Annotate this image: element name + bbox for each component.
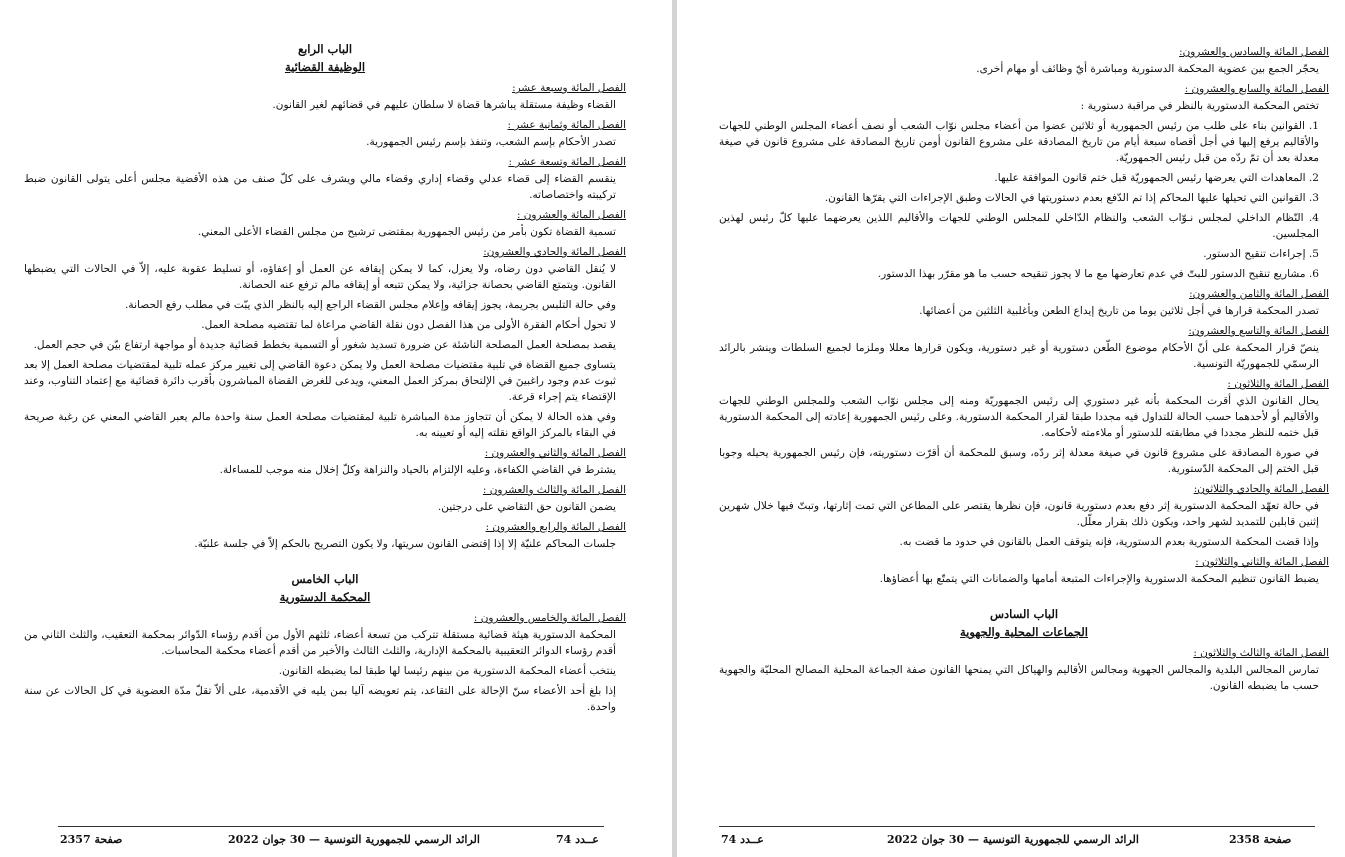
article-paragraph: في حالة تعهّد المحكمة الدستورية إثر دفع بعدم دستورية قانون، فإن نظرها يقتصر على المطاعن التي تمت إثارتها، وتبتّ فيها خلال شهرين إثنين قابلين للتمديد لشهر واحد، ويكون ذلك بقرار معلّل.	[719, 500, 1319, 528]
chapter-heading	[24, 570, 626, 606]
article-paragraph: وفي حالة التلبس بجريمة، يجوز إيقافه وإعلام مجلس القضاء الراجع إليه بالنظر الذي يبّت في مطلب رفع الحصانة.	[125, 299, 616, 311]
article	[719, 376, 1329, 477]
article	[24, 207, 626, 240]
article-paragraph: لا تحول أحكام الفقرة الأولى من هذا الفصل دون نقلة القاضي مراعاة لما تقتضيه مصلحة العمل.	[201, 319, 616, 331]
article-paragraph: يضبط القانون تنظيم المحكمة الدستورية والإجراءات المتبعة أمامها والضمانات التي يتمتّع بها أعضاؤها.	[879, 573, 1319, 585]
article-heading: الفصل المائة والحادي والعشرون:	[483, 246, 626, 258]
article-paragraph: لا يُنقل القاضي دون رضاه، ولا يعزل، كما لا يمكن إيقافه عن العمل أو إعفاؤه، أو تسليط عقوبة عليه، إلاّ في الحالات التي يضبطها القانون. ويتمتع القاضي بحصانة جزائية، ولا يمكن تتبعه أو إيقافه مالم ترفع عنه الحصانة.	[24, 263, 616, 291]
article-paragraph: ينتخب أعضاء المحكمة الدستورية من بينهم رئيسا لها طبقا لما يضبطه القانون.	[278, 665, 616, 677]
chapter-title: الباب الخامس	[291, 572, 359, 586]
article-paragraph: 3. القوانين التي تحيلها عليها المحاكم إذا تم الدّفع بعدم دستوريتها في الحالات وطبق الإجراءات التي يقرّها القانون.	[824, 192, 1319, 204]
article	[719, 323, 1329, 372]
article-heading: الفصل المائة وثمانية عشر :	[507, 119, 626, 131]
article-heading: الفصل المائة والسادس والعشرون:	[1179, 46, 1329, 58]
article-heading: الفصل المائة والثالث والثلاثون :	[1193, 647, 1329, 659]
issue-number: عــدد 74	[556, 833, 599, 846]
article-paragraph: يتساوى جميع القضاة في تلبية مقتضيات مصلحة العمل ولا يمكن دعوة القاضي إلى تغيير مركز عمله تلبية لمقتضيات مصلحة العمل إلا بعد ثبوت عدم وجود راغبينَ في الإلتحاق بمركز العمل المعني، ويدعى للغرض القضاة المباشرون بأقرب دائرة قضائية مع إعتماد التناوب، وعند الإقتضاء يتم إجراء قرعة.	[24, 359, 616, 403]
chapter-heading	[719, 605, 1329, 641]
gazette-title: الرائد الرسمي للجمهورية التونسية — 30 جوان 2022	[228, 833, 480, 846]
right-page-text-column	[719, 40, 1329, 698]
article-paragraph: تصدر الأحكام بإسم الشعب، وتنفذ بإسم رئيس الجمهورية.	[366, 136, 616, 148]
article	[24, 519, 626, 552]
article-paragraph: تختص المحكمة الدستورية بالنظر في مراقبة دستورية :	[1080, 100, 1319, 112]
article	[24, 117, 626, 150]
section-spacer	[719, 591, 1329, 605]
chapter-heading	[24, 40, 626, 76]
article-heading: الفصل المائة والرابع والعشرون :	[485, 521, 626, 533]
article-paragraph: وإذا قضت المحكمة الدستورية بعدم الدستورية، فإنه يتوقف العمل بالقانون في حدود ما قضت به.	[899, 536, 1319, 548]
issue-number: عــدد 74	[721, 833, 764, 846]
left-page-footer	[0, 833, 672, 851]
article-heading: الفصل المائة وتسعة عشر :	[508, 156, 626, 168]
chapter-title: الباب السادس	[989, 607, 1059, 621]
article-paragraph: تمارس المجالس البلدية والمجالس الجهوية ومجالس الأقاليم والهياكل التي يمنحها القانون صفة الجماعة المحلية المصالح المحليّة والجهوية حسب ما يضبطه القانون.	[719, 664, 1319, 692]
article	[719, 286, 1329, 319]
article	[24, 154, 626, 203]
right-page-footer	[677, 833, 1345, 851]
chapter-subtitle: المحكمة الدستورية	[279, 590, 371, 604]
article-paragraph: ينصّ قرار المحكمة على أنّ الأحكام موضوع الطّعن دستورية أو غير دستورية، ويكون قرارها معللا وملزما لجميع السلطات وينشر بالرائد الرسمّي للجمهوريّة التونسية.	[719, 342, 1319, 370]
footer-rule	[719, 826, 1315, 827]
right-page	[677, 0, 1345, 857]
article	[24, 482, 626, 515]
article-paragraph: 6. مشاريع تنقيح الدستور للبتّ في عدم تعارضها مع ما لا يجوز تنقيحه حسب ما هو مقرّر بهذا الدستور.	[877, 268, 1319, 280]
article-paragraph: 4. النّظام الداخلي لمجلس نـوّاب الشعب والنظام الدّاخلي للمجلس الوطني للجهات والأقاليم اللذين يعرضهما عليها كلّ رئيس لهذين المجلسين.	[719, 212, 1319, 240]
article-heading: الفصل المائة والخامس والعشرون :	[473, 612, 626, 624]
chapter-subtitle: الجماعات المحلية والجهوية	[960, 625, 1088, 639]
article-heading: الفصل المائة والثاني والعشرون :	[484, 447, 626, 459]
article-paragraph: تصدر المحكمة قرارها في أجل ثلاثين يوما من تاريخ إيداع الطعن وبأغلبية الثلثين من أعضائها.	[919, 305, 1319, 317]
article	[24, 445, 626, 478]
article	[24, 610, 626, 715]
article-heading: الفصل المائة والثاني والثلاثون :	[1195, 556, 1329, 568]
article-paragraph: القضاء وظيفة مستقلة يباشرها قضاة لا سلطان عليهم في قضائهم لغير القانون.	[272, 99, 616, 111]
article-heading: الفصل المائة والثلاثون :	[1227, 378, 1329, 390]
chapter-title: الباب الرابع	[297, 42, 353, 56]
article-paragraph: 2. المعاهدات التي يعرضها رئيس الجمهوريّة قبل ختم قانون الموافقة عليها.	[994, 172, 1319, 184]
article	[719, 645, 1329, 694]
article	[719, 44, 1329, 77]
article-paragraph: إذا بلغ أحد الأعضاء سنّ الإحالة على التقاعد، يتم تعويضه آليا بمن يليه في الأقدمية، على ألاّ تقلّ مدّة العضوية في كل الحالات عن سنة واحدة.	[24, 685, 616, 713]
article-paragraph: يحال القانون الذي أقرت المحكمة بأنه غير دستوري إلى رئيس الجمهوريّة ومنه إلى مجلس نوّاب الشعب وللمجلس الوطني للجهات والأقاليم أو لأحدهما حسب الحالة للتداول فيه مجددا طبقا لقرار المحكمة الدستورية. وعلى رئيس الجمهورية إعادته إلى المحكمة الدستورية قبل ختمه للنظر مجددا في مطابقته للدستور أو ملاءمته لأحكامه.	[719, 395, 1319, 439]
article-heading: الفصل المائة والثامن والعشرون:	[1189, 288, 1329, 300]
article-heading: الفصل المائة والثالث والعشرون :	[482, 484, 626, 496]
gazette-title: الرائد الرسمي للجمهورية التونسية — 30 جوان 2022	[887, 833, 1139, 846]
article-paragraph: يحجّر الجمع بين عضوية المحكمة الدستورية ومباشرة أيّ وظائف أو مهام أخرى.	[976, 63, 1319, 75]
article-paragraph: ينقسم القضاء إلى قضاء عدلي وقضاء إداري وقضاء مالي ويشرف على كلّ صنف من هذه الأقضية مجلس أعلى يتولى القانون ضبط تركيبته واختصاصاته.	[24, 173, 616, 201]
article-paragraph: يقصد بمصلحة العمل المصلحة الناشئة عن ضرورة تسديد شغور أو التسمية بخطط قضائية جديدة أو مواجهة ارتفاع بيّن في حجم العمل.	[33, 339, 616, 351]
left-page	[0, 0, 672, 857]
left-page-text-column	[24, 40, 626, 719]
article-paragraph: 1. القوانين بناء على طلب من رئيس الجمهورية أو ثلاثين عضوا من أعضاء مجلس نوّاب الشعب أو نصف أعضاء المجلس الوطني للجهات والأقاليم يرفع إليها في أجل أقصاه سبعة أيام من تاريخ المصادقة على مشروع القانون أومن تاريخ المصادقة على مشروع قانون في صيغة معدلة بعد أن تمّ ردّه من قبل رئيس الجمهوريّة.	[719, 120, 1319, 164]
article-paragraph: تسمية القضاة تكون بأمر من رئيس الجمهورية بمقتضى ترشيح من مجلس القضاء الأعلى المعني.	[197, 226, 616, 238]
article-paragraph: يشترط في القاضي الكفاءة، وعليه الإلتزام بالحياد والنزاهة وكلّ إخلال منه موجب للمساءلة.	[219, 464, 616, 476]
article-heading: الفصل المائة وسبعة عشر:	[512, 82, 626, 94]
page-number: صفحة 2357	[60, 833, 123, 846]
article	[24, 80, 626, 113]
article-paragraph: المحكمة الدستورية هيئة قضائية مستقلة تتركب من تسعة أعضاء، ثلثهم الأول من أقدم رؤساء الدّوائر بمحكمة التعقيب، والثلث الثاني من أقدم رؤساء الدوائر التعقيبية بالمحكمة الإدارية، والثلث الثالث والأخير من أقدم أعضاء محكمة المحاسبات.	[24, 629, 616, 657]
article-heading: الفصل المائة والعشرون :	[516, 209, 626, 221]
article-heading: الفصل المائة والحادي والثلاثون:	[1193, 483, 1329, 495]
article	[24, 244, 626, 441]
article-paragraph: في صورة المصادقة على مشروع قانون في صيغة معدلة إثر ردّه، وسبق للمحكمة أن أقرّت دستوريته، فإن رئيس الجمهورية يحيله وجوبا قبل الختم إلى المحكمة الدّستورية.	[719, 447, 1319, 475]
article	[719, 554, 1329, 587]
article-heading: الفصل المائة والتاسع والعشرون:	[1188, 325, 1329, 337]
article-paragraph: يضمن القانون حق التقاضي على درجتين.	[437, 501, 616, 513]
chapter-subtitle: الوظيفة القضائية	[284, 60, 366, 74]
section-spacer	[24, 556, 626, 570]
article	[719, 481, 1329, 550]
article	[719, 81, 1329, 282]
article-paragraph: جلسات المحاكم علنيّة إلا إذا إقتضى القانون سريتها، ولا يكون التصريح بالحكم إلاّ في جلسة علنيّة.	[194, 538, 616, 550]
article-paragraph: وفي هذه الحالة لا يمكن أن تتجاوز مدة المباشرة تلبية لمقتضيات مصلحة العمل سنة واحدة مالم يعبر القاضي المعني عن رغبة صريحة في البقاء بالمركز الواقع نقلته إليه أو تعيينه به.	[24, 411, 616, 439]
article-paragraph: 5. إجراءات تنقيح الدستور.	[1203, 248, 1319, 260]
page-number: صفحة 2358	[1229, 833, 1292, 846]
footer-rule	[58, 826, 604, 827]
article-heading: الفصل المائة والسابع والعشرون :	[1184, 83, 1329, 95]
